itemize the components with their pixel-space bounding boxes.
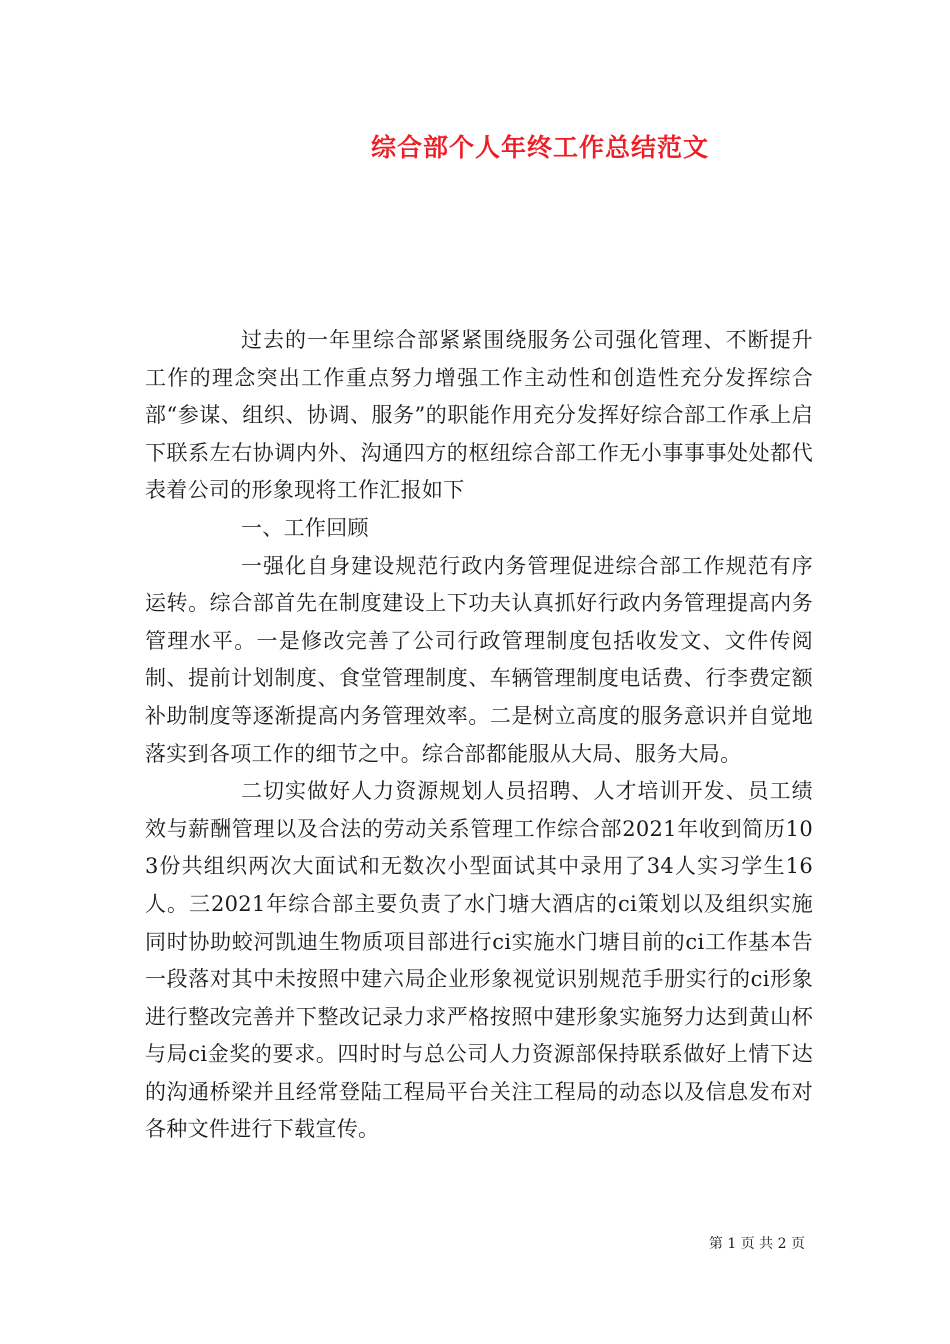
document-body [145, 322, 813, 1149]
document-title: 综合部个人年终工作总结范文 [370, 133, 709, 162]
paragraph-admin-management: 一强化自身建设规范行政内务管理促进综合部工作规范有序运转。综合部首先在制度建设上下功夫认真抓好行政内务管理提高内务管理水平。一是修改完善了公司行政管理制度包括收发文、文件传阅制、提前计划制度、食堂管理制度、车辆管理制度电话费、行李费定额补助制度等逐渐提高内务管理效率。二是树立高度的服务意识并自觉地落实到各项工作的细节之中。综合部都能服从大局、服务大局。 [145, 553, 813, 766]
page-number-footer [709, 1233, 805, 1253]
paragraph-human-resources: 二切实做好人力资源规划人员招聘、人才培训开发、员工绩效与薪酬管理以及合法的劳动关系管理工作综合部2021年收到简历103份共组织两次大面试和无数次小型面试其中录用了34人实习学生16人。三2021年综合部主要负责了水门塘大酒店的ci策划以及组织实施同时协助蛟河凯迪生物质项目部进行ci实施水门塘目前的ci工作基本告一段落对其中未按照中建六局企业形象视觉识别规范手册实行的ci形象进行整改完善并下整改记录力求严格按照中建形象实施努力达到黄山杯与局ci金奖的要求。四时时与总公司人力资源部保持联系做好上情下达的沟通桥梁并且经常登陆工程局平台关注工程局的动态以及信息发布对各种文件进行下载宣传。 [145, 779, 813, 1142]
page-number-label: 第 1 页 共 2 页 [708, 1236, 805, 1252]
intro-paragraph: 过去的一年里综合部紧紧围绕服务公司强化管理、不断提升工作的理念突出工作重点努力增强工作主动性和创造性充分发挥综合部“参谋、组织、协调、服务”的职能作用充分发挥好综合部工作承上启下联系左右协调内外、沟通四方的枢纽综合部工作无小事事事处处都代表着公司的形象现将工作汇报如下 [145, 328, 813, 503]
section-heading-review: 一、工作回顾 [241, 515, 369, 540]
